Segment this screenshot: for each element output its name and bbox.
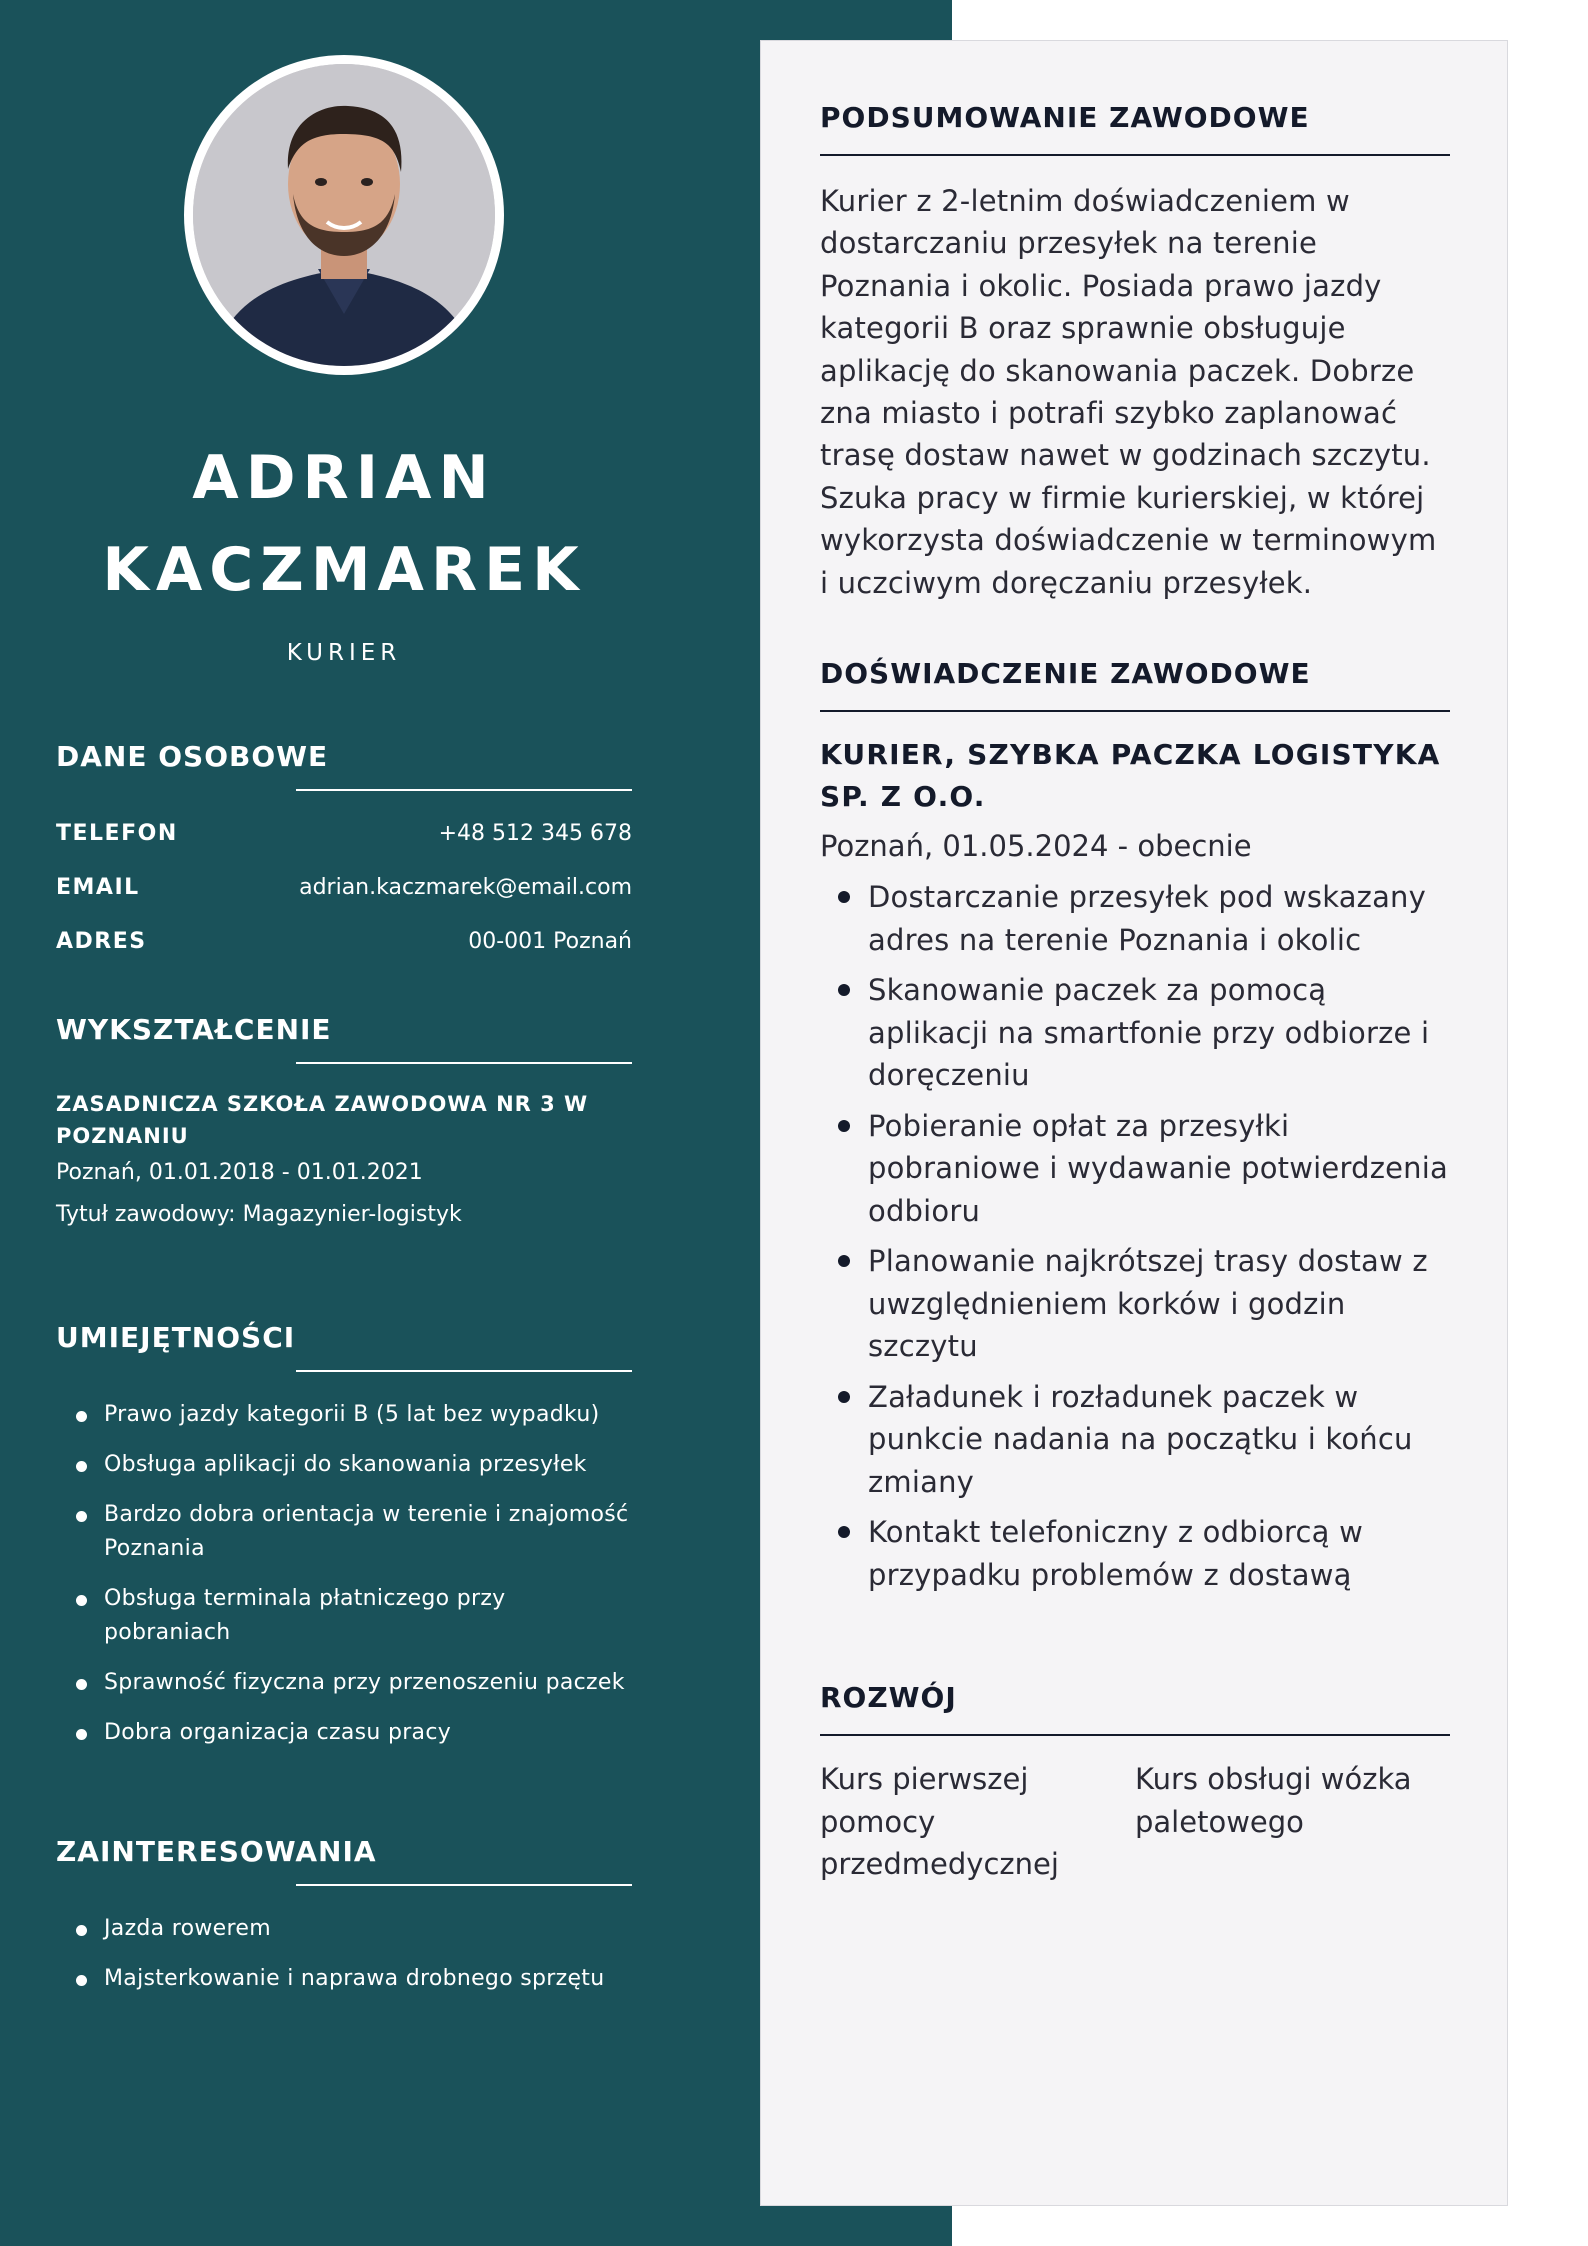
interest-text: Majsterkowanie i naprawa drobnego sprzętu (104, 1966, 605, 1991)
duty-text: Planowanie najkrótszej trasy dostaw z uwzględnieniem korków i godzin szczytu (868, 1244, 1428, 1363)
bullet-icon (76, 1729, 87, 1740)
info-row-phone (56, 807, 632, 861)
skills-list (56, 1398, 632, 1750)
job-title: KURIER (286, 640, 402, 666)
list-item (56, 1666, 632, 1700)
interest-text: Jazda rowerem (104, 1916, 271, 1941)
interests-heading: ZAINTERESOWANIA (56, 1835, 377, 1868)
education-section (56, 1008, 632, 1236)
candidate-name (0, 432, 688, 616)
info-label: TELEFON (56, 821, 178, 846)
list-item (56, 1912, 632, 1946)
skill-text: Obsługa aplikacji do skanowania przesyłek (104, 1452, 587, 1477)
development-grid (820, 1758, 1450, 1886)
experience-section (820, 652, 1450, 1604)
bullet-icon (838, 1120, 850, 1132)
duty-text: Pobieranie opłat za przesyłki pobraniowe i wydawanie potwierdzenia odbioru (868, 1108, 1448, 1228)
list-item (820, 1511, 1450, 1596)
list-item (820, 1105, 1450, 1233)
skills-heading: UMIEJĘTNOŚCI (56, 1321, 296, 1354)
avatar (193, 64, 495, 366)
job-location-dates: Poznań, 01.05.2024 - obecnie (820, 829, 1252, 863)
section-divider (296, 1062, 632, 1064)
avatar-photo-icon (193, 64, 495, 366)
development-section (820, 1676, 1450, 1886)
email-value: adrian.kaczmarek@email.com (299, 875, 632, 900)
section-divider (296, 789, 632, 791)
bullet-icon (76, 1595, 87, 1606)
duty-text: Dostarczanie przesyłek pod wskazany adres na terenie Poznania i okolic (868, 880, 1426, 957)
list-item (56, 1498, 632, 1566)
skill-text: Prawo jazdy kategorii B (5 lat bez wypadku) (104, 1402, 600, 1427)
personal-heading: DANE OSOBOWE (56, 740, 329, 773)
section-divider (820, 1734, 1450, 1736)
job-duties-list (820, 876, 1450, 1596)
summary-heading: PODSUMOWANIE ZAWODOWE (820, 101, 1310, 134)
info-label: ADRES (56, 929, 147, 954)
bullet-icon (838, 1255, 850, 1267)
skill-text: Bardzo dobra orientacja w terenie i znajomość Poznania (104, 1502, 629, 1561)
last-name: KACZMAREK (102, 535, 586, 605)
section-divider (820, 154, 1450, 156)
development-heading: ROZWÓJ (820, 1681, 957, 1714)
section-divider (296, 1884, 632, 1886)
list-item (56, 1962, 632, 1996)
course-item: Kurs obsługi wózka paletowego (1135, 1762, 1412, 1839)
bullet-icon (838, 984, 850, 996)
skill-text: Sprawność fizyczna przy przenoszeniu paczek (104, 1670, 625, 1695)
bullet-icon (838, 1391, 850, 1403)
list-item (56, 1716, 632, 1750)
duty-text: Kontakt telefoniczny z odbiorcą w przypadku problemów z dostawą (868, 1515, 1363, 1592)
section-divider (820, 710, 1450, 712)
first-name: ADRIAN (192, 443, 496, 513)
bullet-icon (838, 891, 850, 903)
skill-text: Dobra organizacja czasu pracy (104, 1720, 452, 1745)
education-title: Tytuł zawodowy: Magazynier-logistyk (56, 1202, 462, 1227)
bullet-icon (76, 1679, 87, 1690)
info-label: EMAIL (56, 875, 140, 900)
info-row-address (56, 915, 632, 969)
interests-list (56, 1912, 632, 1996)
personal-rows (56, 807, 632, 969)
avatar-frame (184, 55, 504, 375)
bullet-icon (76, 1511, 87, 1522)
list-item (56, 1448, 632, 1482)
phone-value: +48 512 345 678 (438, 821, 632, 846)
summary-text: Kurier z 2-letnim doświadczeniem w dostarczaniu przesyłek na terenie Poznania i okolic. Posiada prawo jazdy kategorii B oraz sprawnie obsługuje aplikację do skanowania paczek. Dobrze zna miasto i potrafi szybko zaplanować trasę dostaw nawet w godzinach szczytu. Szuka pracy w firmie kurierskiej, w której wykorzysta doświadczenie w terminowym i uczciwym doręczaniu przesyłek. (820, 184, 1437, 600)
list-item (820, 876, 1450, 961)
bullet-icon (76, 1461, 87, 1472)
list-item (56, 1398, 632, 1432)
course-item: Kurs pierwszej pomocy przedmedycznej (820, 1762, 1059, 1881)
skill-text: Obsługa terminala płatniczego przy pobraniach (104, 1586, 506, 1645)
address-value: 00-001 Poznań (468, 929, 632, 954)
interests-section (56, 1830, 632, 2012)
list-item (820, 969, 1450, 1097)
personal-section (56, 735, 632, 969)
info-row-email (56, 861, 632, 915)
bullet-icon (76, 1411, 87, 1422)
list-item (56, 1582, 632, 1650)
duty-text: Skanowanie paczek za pomocą aplikacji na smartfonie przy odbiorze i doręczeniu (868, 973, 1430, 1092)
duty-text: Załadunek i rozładunek paczek w punkcie nadania na początku i końcu zmiany (868, 1379, 1413, 1499)
skills-section (56, 1316, 632, 1766)
experience-heading: DOŚWIADCZENIE ZAWODOWE (820, 657, 1311, 690)
summary-section (820, 96, 1450, 604)
bullet-icon (76, 1925, 87, 1936)
list-item (820, 1240, 1450, 1368)
education-dates: Poznań, 01.01.2018 - 01.01.2021 (56, 1160, 423, 1185)
bullet-icon (76, 1975, 87, 1986)
education-school: ZASADNICZA SZKOŁA ZAWODOWA NR 3 W POZNANIU (56, 1092, 589, 1148)
job-role: KURIER, SZYBKA PACZKA LOGISTYKA SP. Z O.O. (820, 738, 1441, 813)
education-heading: WYKSZTAŁCENIE (56, 1013, 332, 1046)
section-divider (296, 1370, 632, 1372)
bullet-icon (838, 1526, 850, 1538)
list-item (820, 1376, 1450, 1504)
